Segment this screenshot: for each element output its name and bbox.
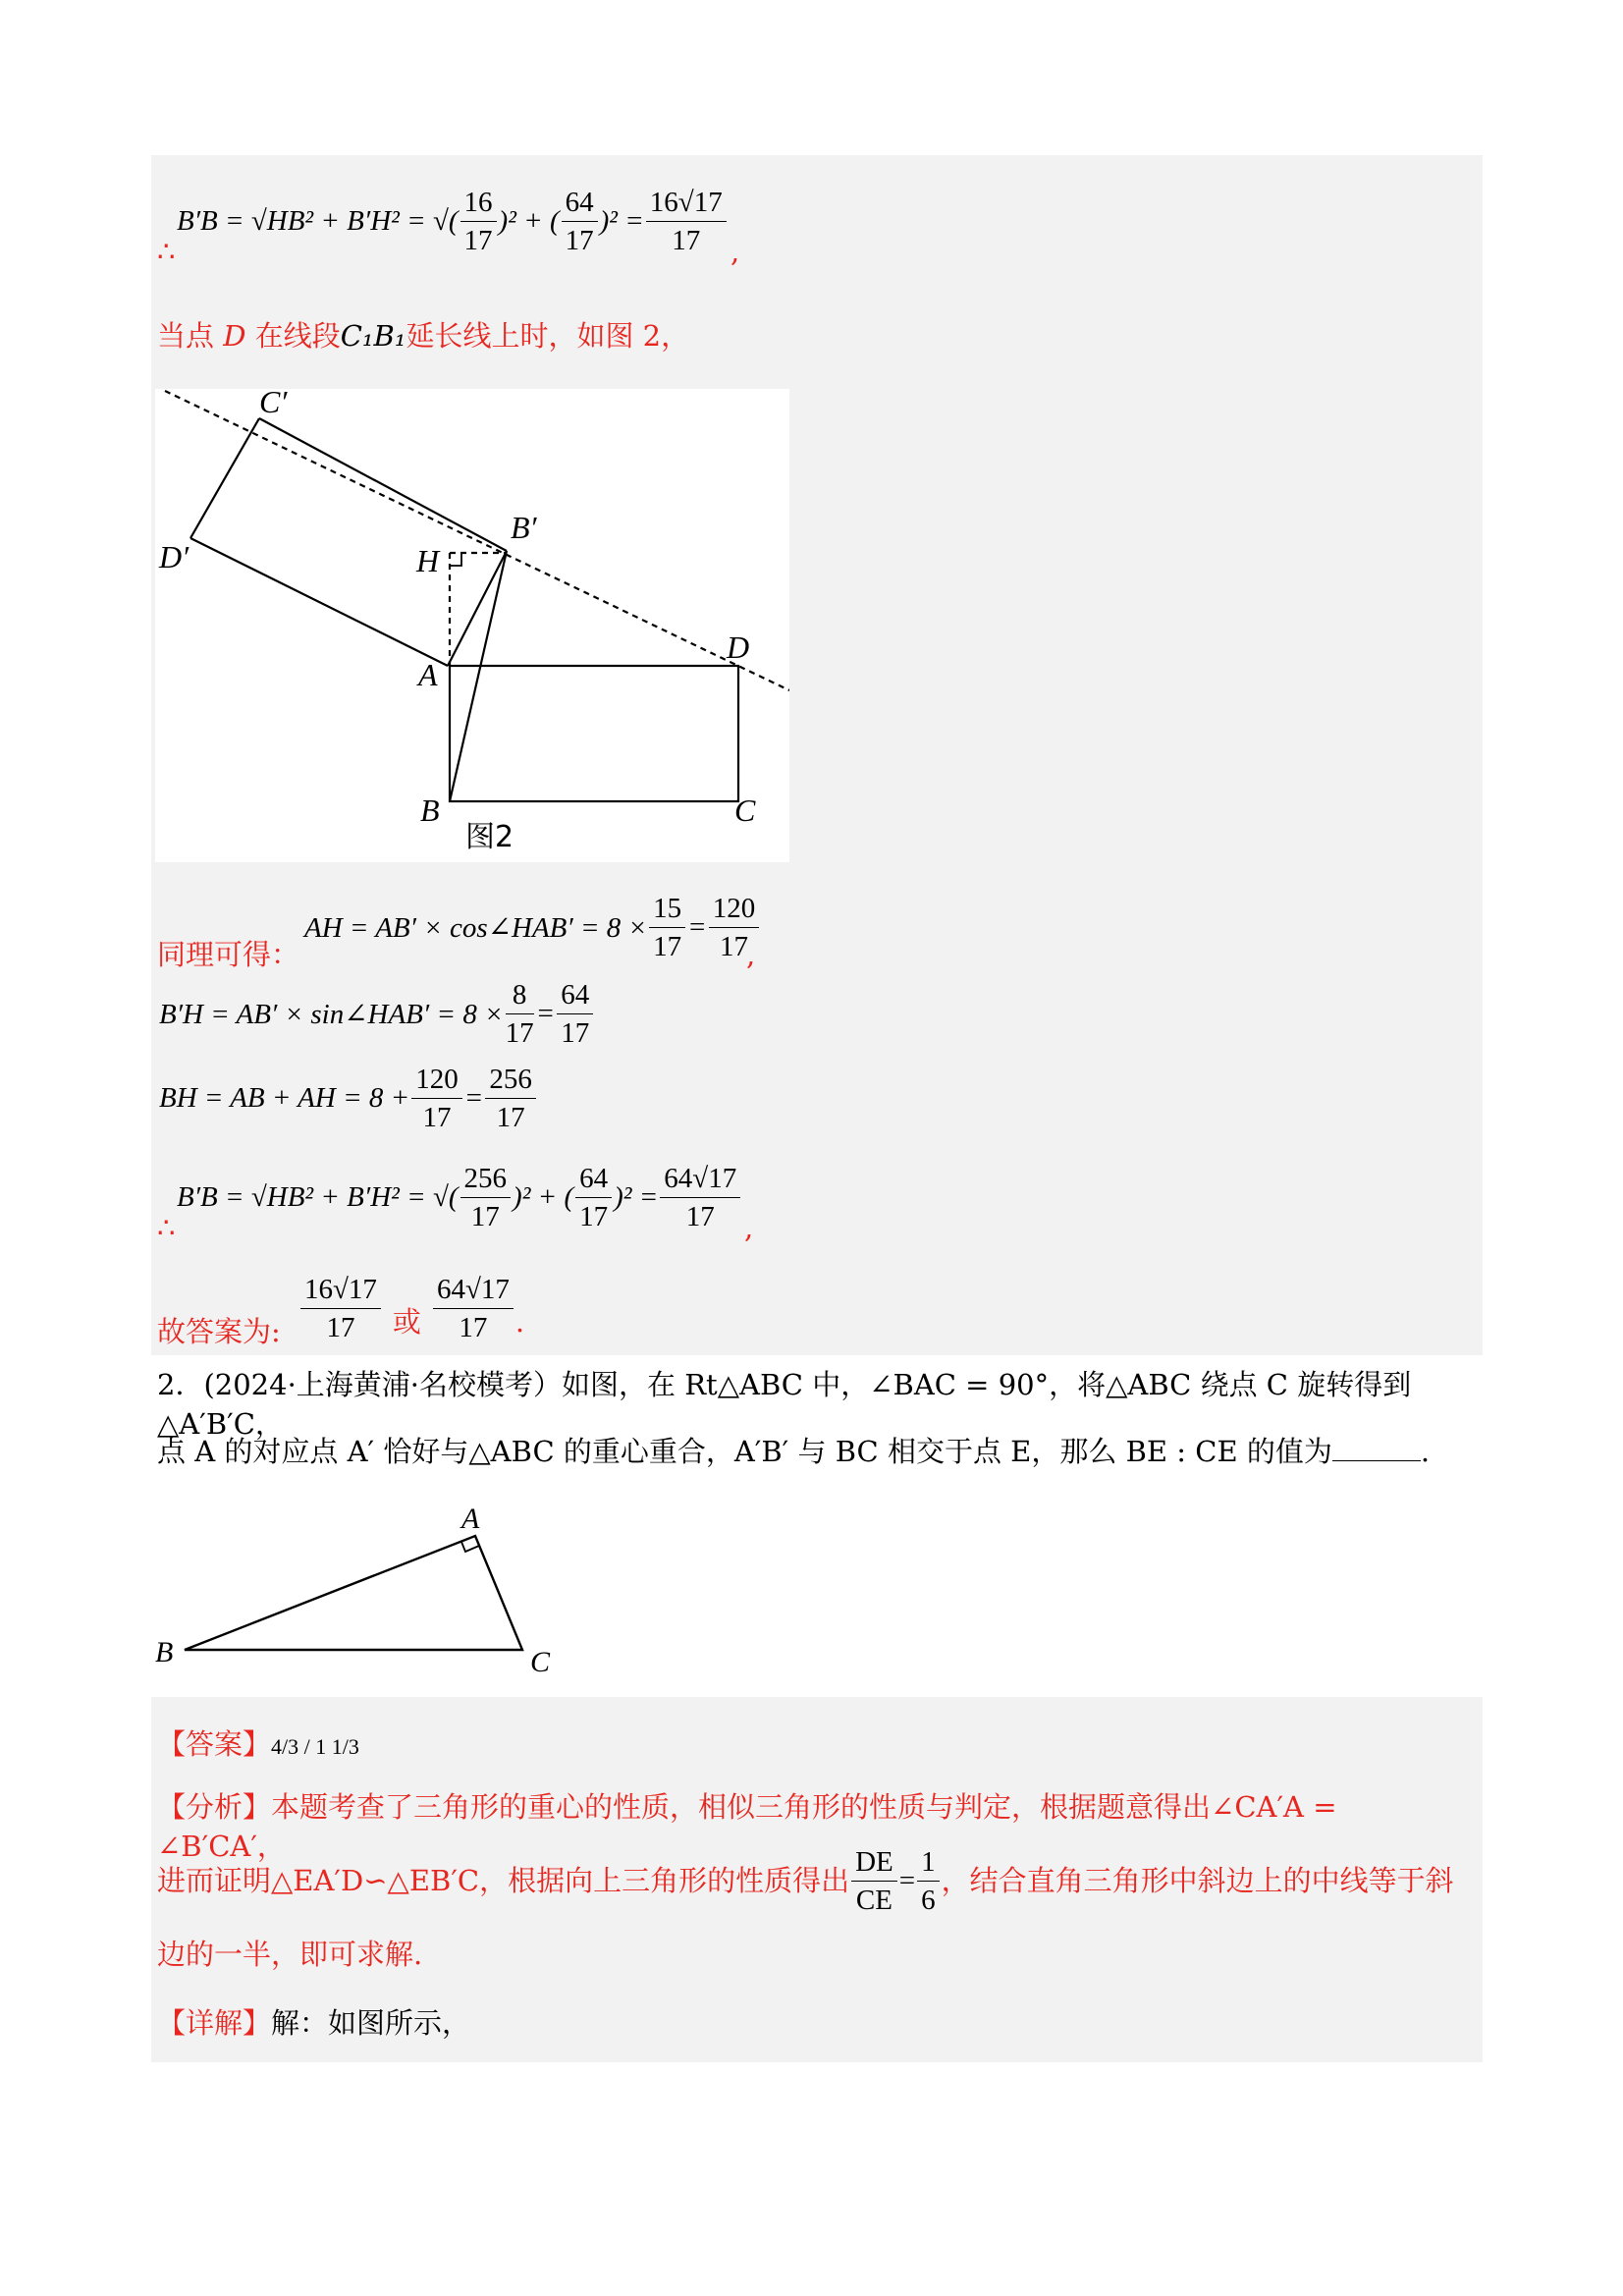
triangle-abc-diagram (147, 1493, 579, 1679)
bh-formula-2: BH = AB + AH = 8 + $\frac{120}{17}$ = $\frac{256}{17}$ (159, 1057, 538, 1139)
case2-line: 当点 D 在线段C₁B₁延长线上时，如图 2， (157, 319, 690, 353)
label-d: D (727, 629, 750, 665)
triangle-figure (147, 1493, 579, 1679)
question-2-line-2: 点 A 的对应点 A′ 恰好与△ABC 的重心重合，A′B′ 与 BC 相交于点 E，那么 BE : CE 的值为 . (157, 1435, 1431, 1468)
right-angle-mark-a (461, 1542, 479, 1552)
analysis-line-1: 【分析】本题考查了三角形的重心的性质，相似三角形的性质与判定，根据题意得出∠CA′A = ∠B′CA′， (157, 1790, 1337, 1863)
bb-formula-2: B′B = √HB² + B′H² = √( $\frac{256}{17}$ )² + ( $\frac{64}{17}$ )² = $\frac{64√17}{17}$ (177, 1153, 742, 1241)
figure-2 (155, 389, 789, 862)
therefore-1: ∴ (157, 235, 176, 268)
question-2-line-1: 2．(2024·上海黄浦·名校模考）如图，在 Rt△ABC 中，∠BAC = 90°，将△ABC 绕点 C 旋转得到△A′B′C， (157, 1368, 1412, 1441)
label-h: H (416, 543, 440, 578)
dashed-extension-line (165, 391, 789, 690)
answer-label-2: 【答案】 (157, 1727, 272, 1761)
triangle-abc (185, 1536, 522, 1650)
bb-formula-1: B′B = √HB² + B′H² = √( $\frac{16}{17}$ )² + ( $\frac{64}{17}$ )² = $\frac{16√17}{17}$ (177, 177, 729, 265)
comma-2: , (744, 1211, 754, 1244)
segment-dprime-a (190, 538, 448, 666)
segment-b-bprime (450, 551, 507, 801)
label-b-prime: B′ (511, 510, 537, 545)
analysis-line-2: 进而证明△EA′D∽△EB′C，根据向上三角形的性质得出 $\frac{DE}{CE}$ = $\frac{1}{6}$ ，结合直角三角形中斜边上的中线等于斜 (157, 1836, 1454, 1925)
similarly-label: 同理可得： (157, 938, 300, 971)
figure-2-diagram (155, 389, 789, 862)
bh-formula-1: B′H = AB′ × sin∠HAB′ = 8 × $\frac{8}{17}$ = $\frac{64}{17}$ (159, 972, 595, 1055)
answer-blank (1332, 1433, 1421, 1461)
comma-1: , (730, 235, 740, 268)
therefore-2: ∴ (157, 1211, 176, 1244)
label-c-prime: C′ (259, 389, 288, 419)
answer-value-2: 4/3 / 1 1/3 (271, 1734, 359, 1759)
detail-line: 【详解】解：如图所示， (157, 2006, 471, 2040)
segment-a-bprime (448, 551, 507, 666)
triangle-label-b: B (155, 1636, 174, 1668)
triangle-label-c: C (530, 1646, 551, 1678)
label-b: B (420, 793, 440, 828)
answer-row-2 (157, 1724, 359, 1767)
label-a: A (418, 657, 438, 692)
label-d-prime: D′ (159, 539, 189, 574)
ah-formula: AH = AB′ × cos∠HAB′ = 8 × $\frac{15}{17}$ = $\frac{120}{17}$ (304, 886, 761, 968)
analysis-line-3: 边的一半，即可求解. (157, 1938, 423, 1971)
triangle-label-a: A (461, 1503, 480, 1535)
segment-cprime-bprime (259, 418, 507, 551)
right-angle-mark-h (450, 553, 461, 566)
answer-label-1: 故答案为: (157, 1315, 281, 1348)
comma-ah: , (746, 938, 756, 971)
figure-2-caption: 图2 (465, 820, 514, 854)
label-c: C (734, 793, 756, 828)
rectangle-abcd (450, 666, 738, 801)
segment-cprime-dprime (190, 418, 259, 538)
answer-values-1: $\frac{16√17}{17}$ 或 $\frac{64√17}{17}$ . (298, 1267, 524, 1349)
